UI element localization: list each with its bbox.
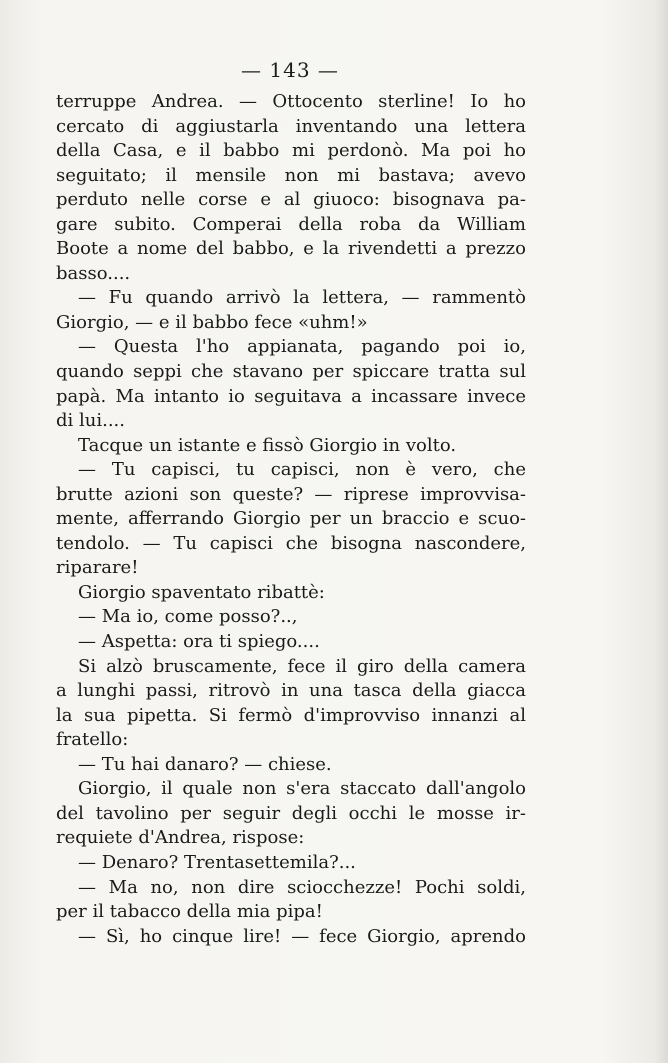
text-line: brutte azioni son queste? — riprese improvvisa-: [56, 483, 526, 505]
text-line: seguitato; il mensile non mi bastava; avevo: [56, 164, 526, 186]
text-line: di lui....: [56, 410, 125, 432]
text-line: — Tu hai danaro? — chiese.: [78, 753, 332, 775]
body-text: [56, 90, 526, 949]
text-line: Giorgio, — e il babbo fece «uhm!»: [56, 311, 368, 333]
text-line: della Casa, e il babbo mi perdonò. Ma poi ho: [56, 140, 526, 162]
text-line: — Ma no, non dire sciocchezze! Pochi soldi,: [78, 876, 526, 898]
text-line: Boote a nome del babbo, e la rivendetti a prezzo: [56, 238, 526, 260]
text-line: — Aspetta: ora ti spiego....: [78, 631, 320, 653]
text-line: — Fu quando arrivò la lettera, — rammentò: [78, 287, 526, 309]
text-line: Giorgio spaventato ribattè:: [78, 581, 325, 603]
text-line: quando seppi che stavano per spiccare tratta sul: [56, 361, 526, 383]
text-line: — Sì, ho cinque lire! — fece Giorgio, aprendo: [78, 925, 526, 947]
text-line: fratello:: [56, 729, 129, 751]
text-line: Giorgio, il quale non s'era staccato dall'angolo: [78, 778, 526, 800]
text-line: terruppe Andrea. — Ottocento sterline! Io ho: [56, 91, 526, 112]
text-line: Si alzò bruscamente, fece il giro della camera: [78, 655, 526, 677]
page-number: — 143 —: [241, 58, 339, 82]
text-line: a lunghi passi, ritrovò in una tasca della giacca: [56, 680, 526, 702]
text-line: requiete d'Andrea, rispose:: [56, 827, 305, 849]
text-line: — Tu capisci, tu capisci, non è vero, che: [78, 459, 526, 481]
text-line: per il tabacco della mia pipa!: [56, 901, 323, 923]
text-line: — Denaro? Trentasettemila?...: [78, 851, 356, 873]
text-line: perduto nelle corse e al giuoco: bisognava pa-: [56, 189, 526, 211]
text-line: cercato di aggiustarla inventando una lettera: [56, 115, 526, 137]
text-line: Tacque un istante e fissò Giorgio in volto.: [78, 434, 457, 456]
page-edge-shadow: [654, 0, 668, 1063]
text-line: riparare!: [56, 557, 139, 579]
text-line: — Ma io, come posso?..,: [78, 606, 298, 628]
text-line: tendolo. — Tu capisci che bisogna nascondere,: [56, 532, 526, 554]
text-line: papà. Ma intanto io seguitava a incassare invece: [56, 385, 526, 407]
text-line: la sua pipetta. Si fermò d'improvviso innanzi al: [56, 704, 526, 726]
text-line: del tavolino per seguir degli occhi le mosse ir-: [56, 802, 526, 824]
text-line: gare subito. Comperai della roba da William: [56, 213, 526, 235]
text-line: mente, afferrando Giorgio per un braccio e scuo-: [56, 508, 526, 530]
text-line: — Questa l'ho appianata, pagando poi io,: [78, 336, 526, 358]
text-line: basso....: [56, 262, 131, 284]
